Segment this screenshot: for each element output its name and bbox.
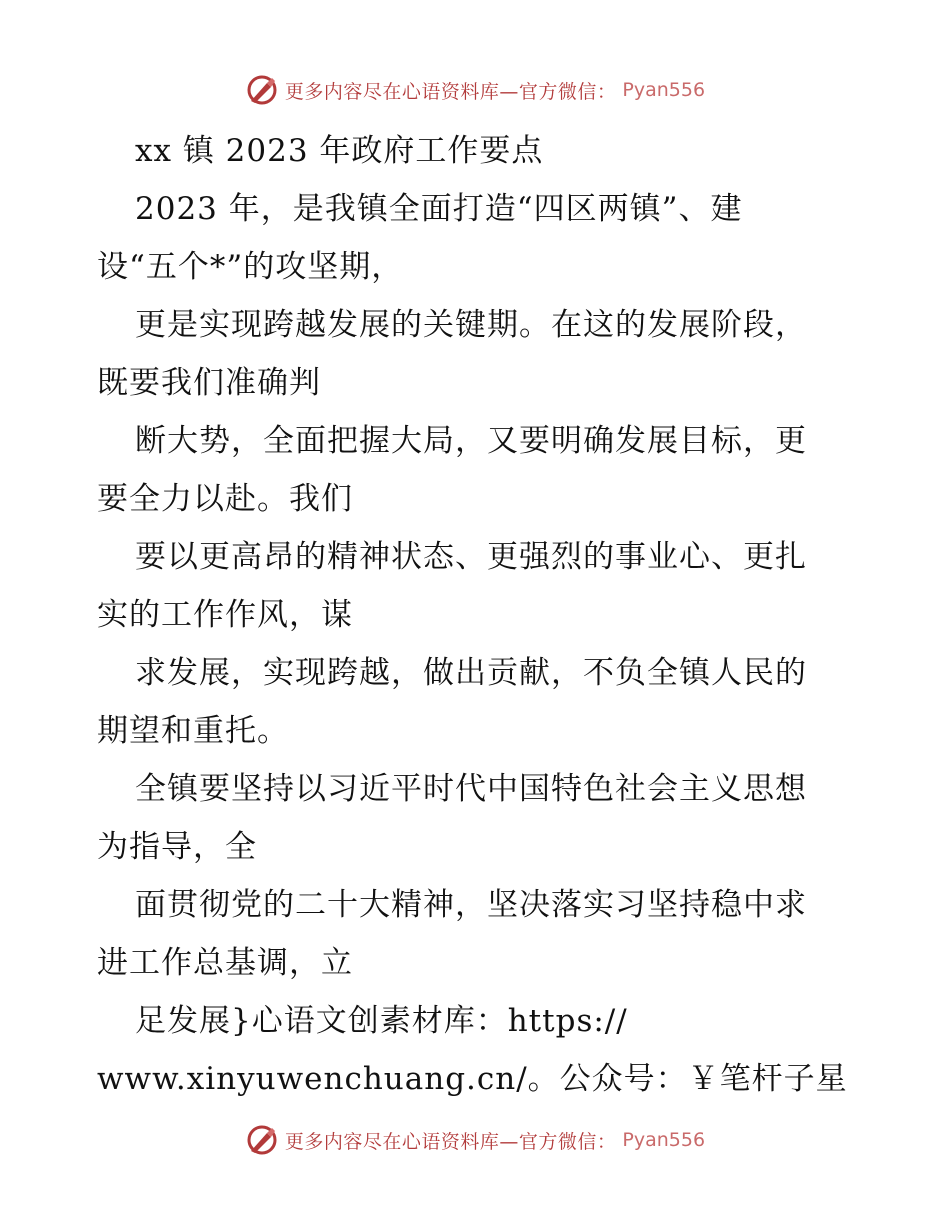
banner-text: 更多内容尽在心语资料库—官方微信： [284,80,617,103]
banner-wechat-handle: Pyan556 [622,79,706,101]
text-line: www.xinyuwenchuang.cn/。公众号：￥笔杆子星 [97,1061,848,1097]
text-line: 进工作总基调，立 [97,945,353,981]
banner-wechat-handle: Pyan556 [622,1129,706,1151]
text-line: 断大势，全面把握大局，又要明确发展目标，更 [135,423,807,459]
document-title: xx 镇 2023 年政府工作要点 [135,133,544,169]
pen-logo-icon [245,73,279,107]
text-line: 为指导，全 [97,829,257,865]
text-line: 设“五个*”的攻坚期， [97,249,404,285]
header-watermark-banner [0,70,950,110]
text-line: 足发展}心语文创素材库：https:// [135,1003,628,1039]
text-line: 要以更高昂的精神状态、更强烈的事业心、更扎 [135,539,807,575]
footer-watermark-banner [0,1120,950,1160]
text-line: 实的工作作风，谋 [97,597,353,633]
document-body [97,122,857,1108]
banner-text: 更多内容尽在心语资料库—官方微信： [284,1130,617,1153]
text-line: 2023 年，是我镇全面打造“四区两镇”、建 [135,191,743,227]
text-line: 面贯彻党的二十大精神，坚决落实习坚持稳中求 [135,887,807,923]
text-line: 既要我们准确判 [97,365,321,401]
text-line: 期望和重托。 [97,713,289,749]
text-line: 更是实现跨越发展的关键期。在这的发展阶段， [135,307,807,343]
text-line: 求发展，实现跨越，做出贡献，不负全镇人民的 [135,655,807,691]
pen-logo-icon [245,1123,279,1157]
text-line: 全镇要坚持以习近平时代中国特色社会主义思想 [135,771,807,807]
text-line: 要全力以赴。我们 [97,481,353,517]
